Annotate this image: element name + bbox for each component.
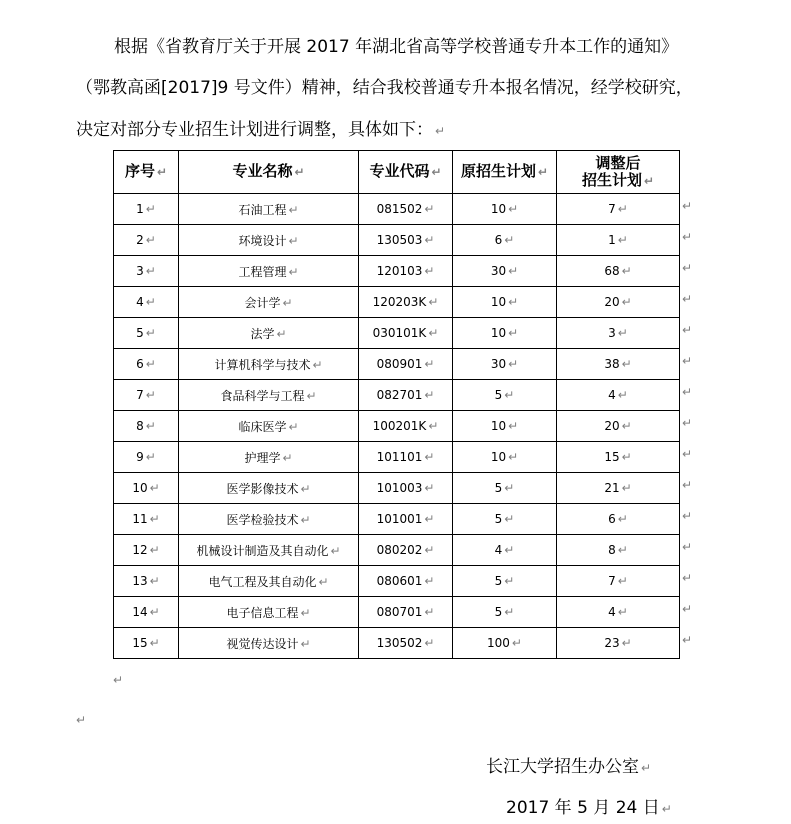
cell-code: 080601 ↵ xyxy=(359,566,453,597)
cell-orig: 10 ↵ xyxy=(453,194,557,225)
cell-name: 法学 ↵ xyxy=(179,318,359,349)
cell-mark-icon: ↵ xyxy=(156,165,168,179)
row-end-mark-icon: ↵ xyxy=(682,447,693,461)
cell-seq: 13 ↵ xyxy=(114,566,179,597)
cell-mark-icon: ↵ xyxy=(424,450,435,464)
cell-mark-icon: ↵ xyxy=(504,574,515,588)
cell-code: 120203K ↵ xyxy=(359,287,453,318)
cell-mark-icon: ↵ xyxy=(149,481,160,495)
cell-mark-icon: ↵ xyxy=(149,574,160,588)
cell-mark-icon: ↵ xyxy=(424,574,435,588)
cell-name: 视觉传达设计 ↵ xyxy=(179,628,359,659)
cell-mark-icon: ↵ xyxy=(508,326,519,340)
cell-mark-icon: ↵ xyxy=(621,481,632,495)
cell-orig: 10 ↵ xyxy=(453,442,557,473)
cell-adj: 38 ↵ xyxy=(557,349,680,380)
header-adjusted: 调整后 招生计划 ↵ xyxy=(557,151,680,194)
row-end-mark-icon: ↵ xyxy=(682,540,693,554)
cell-adj: 8 ↵ xyxy=(557,535,680,566)
signature-office: 长江大学招生办公室 ↵ xyxy=(486,757,652,777)
cell-mark-icon: ↵ xyxy=(424,543,435,557)
cell-mark-icon: ↵ xyxy=(312,357,323,372)
cell-adj: 7 ↵ xyxy=(557,194,680,225)
cell-name: 计算机科学与技术 ↵ xyxy=(179,349,359,380)
cell-name: 环境设计 ↵ xyxy=(179,225,359,256)
cell-mark-icon: ↵ xyxy=(643,173,655,188)
cell-seq: 1 ↵ xyxy=(114,194,179,225)
table-header-row xyxy=(114,151,680,194)
cell-mark-icon: ↵ xyxy=(424,481,435,495)
cell-mark-icon: ↵ xyxy=(508,419,519,433)
cell-mark-icon: ↵ xyxy=(424,512,435,526)
cell-name: 工程管理 ↵ xyxy=(179,256,359,287)
cell-mark-icon: ↵ xyxy=(306,388,317,403)
cell-mark-icon: ↵ xyxy=(504,605,515,619)
table-row xyxy=(114,597,680,628)
cell-adj: 4 ↵ xyxy=(557,380,680,411)
cell-name: 医学影像技术 ↵ xyxy=(179,473,359,504)
cell-mark-icon: ↵ xyxy=(149,512,160,526)
cell-code: 101101 ↵ xyxy=(359,442,453,473)
cell-adj: 3 ↵ xyxy=(557,318,680,349)
table-row xyxy=(114,287,680,318)
table-row xyxy=(114,473,680,504)
row-end-mark-icon: ↵ xyxy=(682,478,693,492)
cell-mark-icon: ↵ xyxy=(621,636,632,650)
cell-mark-icon: ↵ xyxy=(330,543,341,558)
cell-mark-icon: ↵ xyxy=(300,512,311,527)
row-end-mark-icon: ↵ xyxy=(682,199,693,213)
cell-mark-icon: ↵ xyxy=(617,512,628,526)
cell-adj: 1 ↵ xyxy=(557,225,680,256)
cell-code: 082701 ↵ xyxy=(359,380,453,411)
cell-mark-icon: ↵ xyxy=(424,202,435,216)
header-name: 专业名称 ↵ xyxy=(179,151,359,194)
cell-orig: 5 ↵ xyxy=(453,504,557,535)
cell-mark-icon: ↵ xyxy=(504,233,515,247)
cell-seq: 9 ↵ xyxy=(114,442,179,473)
cell-code: 081502 ↵ xyxy=(359,194,453,225)
cell-name: 电气工程及其自动化 ↵ xyxy=(179,566,359,597)
cell-mark-icon: ↵ xyxy=(145,233,156,247)
cell-seq: 8 ↵ xyxy=(114,411,179,442)
enrollment-plan-table xyxy=(113,150,680,659)
cell-mark-icon: ↵ xyxy=(508,202,519,216)
cell-orig: 5 ↵ xyxy=(453,380,557,411)
cell-seq: 11 ↵ xyxy=(114,504,179,535)
cell-adj: 23 ↵ xyxy=(557,628,680,659)
cell-name: 会计学 ↵ xyxy=(179,287,359,318)
row-end-mark-icon: ↵ xyxy=(682,509,693,523)
cell-mark-icon: ↵ xyxy=(294,165,305,179)
table-row xyxy=(114,535,680,566)
cell-mark-icon: ↵ xyxy=(145,388,156,402)
header-orig: 原招生计划 ↵ xyxy=(453,151,557,194)
table-row xyxy=(114,442,680,473)
cell-mark-icon: ↵ xyxy=(145,419,156,433)
cell-mark-icon: ↵ xyxy=(424,388,435,402)
cell-code: 130502 ↵ xyxy=(359,628,453,659)
cell-mark-icon: ↵ xyxy=(428,326,439,340)
cell-orig: 6 ↵ xyxy=(453,225,557,256)
cell-adj: 68 ↵ xyxy=(557,256,680,287)
intro-line-3-text: 决定对部分专业招生计划进行调整，具体如下： xyxy=(76,120,433,140)
cell-mark-icon: ↵ xyxy=(318,574,329,589)
cell-mark-icon: ↵ xyxy=(282,450,293,465)
cell-orig: 30 ↵ xyxy=(453,256,557,287)
table-row xyxy=(114,411,680,442)
cell-orig: 10 ↵ xyxy=(453,287,557,318)
cell-mark-icon: ↵ xyxy=(621,357,632,371)
cell-mark-icon: ↵ xyxy=(617,233,628,247)
cell-name: 护理学 ↵ xyxy=(179,442,359,473)
cell-mark-icon: ↵ xyxy=(145,450,156,464)
table-row xyxy=(114,628,680,659)
cell-mark-icon: ↵ xyxy=(617,605,628,619)
cell-orig: 5 ↵ xyxy=(453,597,557,628)
cell-orig: 10 ↵ xyxy=(453,318,557,349)
table-row xyxy=(114,256,680,287)
cell-mark-icon: ↵ xyxy=(537,165,549,179)
row-end-mark-icon: ↵ xyxy=(682,292,693,306)
cell-mark-icon: ↵ xyxy=(508,357,519,371)
cell-adj: 4 ↵ xyxy=(557,597,680,628)
cell-mark-icon: ↵ xyxy=(288,264,299,279)
cell-mark-icon: ↵ xyxy=(504,512,515,526)
cell-mark-icon: ↵ xyxy=(504,543,515,557)
header-seq: 序号 ↵ xyxy=(114,151,179,194)
cell-seq: 6 ↵ xyxy=(114,349,179,380)
signature-date: 2017 年 5 月 24 日 ↵ xyxy=(506,798,672,818)
cell-mark-icon: ↵ xyxy=(621,295,632,309)
cell-mark-icon: ↵ xyxy=(621,450,632,464)
cell-adj: 21 ↵ xyxy=(557,473,680,504)
cell-code: 120103 ↵ xyxy=(359,256,453,287)
cell-orig: 30 ↵ xyxy=(453,349,557,380)
cell-mark-icon: ↵ xyxy=(431,165,442,179)
cell-mark-icon: ↵ xyxy=(428,419,439,433)
cell-mark-icon: ↵ xyxy=(145,357,156,371)
row-end-mark-icon: ↵ xyxy=(682,230,693,244)
row-end-mark-icon: ↵ xyxy=(682,354,693,368)
paragraph-mark-icon: ↵ xyxy=(76,713,87,727)
row-end-mark-icon: ↵ xyxy=(682,602,693,616)
row-end-mark-icon: ↵ xyxy=(682,571,693,585)
cell-mark-icon: ↵ xyxy=(300,636,311,651)
cell-orig: 5 ↵ xyxy=(453,473,557,504)
intro-line-3 xyxy=(76,121,736,141)
row-end-mark-icon: ↵ xyxy=(682,385,693,399)
cell-mark-icon: ↵ xyxy=(145,202,156,216)
cell-name: 临床医学 ↵ xyxy=(179,411,359,442)
cell-mark-icon: ↵ xyxy=(424,605,435,619)
cell-name: 机械设计制造及其自动化 ↵ xyxy=(179,535,359,566)
cell-name: 电子信息工程 ↵ xyxy=(179,597,359,628)
cell-mark-icon: ↵ xyxy=(508,295,519,309)
row-end-mark-icon: ↵ xyxy=(682,261,693,275)
table-row xyxy=(114,194,680,225)
cell-mark-icon: ↵ xyxy=(617,543,628,557)
cell-code: 080901 ↵ xyxy=(359,349,453,380)
cell-seq: 10 ↵ xyxy=(114,473,179,504)
intro-line-1 xyxy=(114,38,774,57)
cell-mark-icon: ↵ xyxy=(149,636,160,650)
intro-line-2 xyxy=(76,79,736,98)
intro-line-2-text: （鄂教高函[2017]9 号文件）精神，结合我校普通专升本报名情况，经学校研究， xyxy=(76,78,693,98)
cell-mark-icon: ↵ xyxy=(145,295,156,309)
header-code: 专业代码 ↵ xyxy=(359,151,453,194)
cell-mark-icon: ↵ xyxy=(424,636,435,650)
cell-mark-icon: ↵ xyxy=(511,636,522,650)
cell-code: 080701 ↵ xyxy=(359,597,453,628)
paragraph-mark-icon: ↵ xyxy=(435,124,446,138)
cell-mark-icon: ↵ xyxy=(617,202,628,216)
cell-code: 130503 ↵ xyxy=(359,225,453,256)
cell-name: 医学检验技术 ↵ xyxy=(179,504,359,535)
cell-mark-icon: ↵ xyxy=(621,264,632,278)
cell-mark-icon: ↵ xyxy=(149,605,160,619)
cell-mark-icon: ↵ xyxy=(149,543,160,557)
cell-orig: 5 ↵ xyxy=(453,566,557,597)
cell-seq: 15 ↵ xyxy=(114,628,179,659)
table-row xyxy=(114,380,680,411)
cell-mark-icon: ↵ xyxy=(424,357,435,371)
row-end-mark-icon: ↵ xyxy=(682,416,693,430)
cell-mark-icon: ↵ xyxy=(145,264,156,278)
cell-seq: 4 ↵ xyxy=(114,287,179,318)
cell-mark-icon: ↵ xyxy=(288,202,299,217)
cell-seq: 3 ↵ xyxy=(114,256,179,287)
cell-seq: 7 ↵ xyxy=(114,380,179,411)
cell-mark-icon: ↵ xyxy=(508,264,519,278)
cell-mark-icon: ↵ xyxy=(428,295,439,309)
cell-seq: 14 ↵ xyxy=(114,597,179,628)
cell-mark-icon: ↵ xyxy=(504,481,515,495)
cell-mark-icon: ↵ xyxy=(288,419,299,434)
cell-adj: 20 ↵ xyxy=(557,287,680,318)
cell-orig: 100 ↵ xyxy=(453,628,557,659)
cell-mark-icon: ↵ xyxy=(145,326,156,340)
cell-mark-icon: ↵ xyxy=(617,574,628,588)
cell-code: 030101K ↵ xyxy=(359,318,453,349)
cell-mark-icon: ↵ xyxy=(508,450,519,464)
cell-adj: 6 ↵ xyxy=(557,504,680,535)
cell-mark-icon: ↵ xyxy=(617,388,628,402)
cell-mark-icon: ↵ xyxy=(424,233,435,247)
cell-adj: 7 ↵ xyxy=(557,566,680,597)
cell-name: 食品科学与工程 ↵ xyxy=(179,380,359,411)
cell-mark-icon: ↵ xyxy=(300,605,311,620)
cell-code: 101001 ↵ xyxy=(359,504,453,535)
table-row xyxy=(114,349,680,380)
cell-mark-icon: ↵ xyxy=(282,295,293,310)
cell-seq: 2 ↵ xyxy=(114,225,179,256)
cell-orig: 10 ↵ xyxy=(453,411,557,442)
cell-adj: 20 ↵ xyxy=(557,411,680,442)
cell-mark-icon: ↵ xyxy=(288,233,299,248)
table-row xyxy=(114,504,680,535)
cell-code: 100201K ↵ xyxy=(359,411,453,442)
table-row xyxy=(114,225,680,256)
cell-mark-icon: ↵ xyxy=(276,326,287,341)
cell-adj: 15 ↵ xyxy=(557,442,680,473)
cell-orig: 4 ↵ xyxy=(453,535,557,566)
cell-name: 石油工程 ↵ xyxy=(179,194,359,225)
cell-seq: 5 ↵ xyxy=(114,318,179,349)
row-end-mark-icon: ↵ xyxy=(682,323,693,337)
row-end-mark-icon: ↵ xyxy=(682,633,693,647)
table-row xyxy=(114,318,680,349)
cell-mark-icon: ↵ xyxy=(424,264,435,278)
cell-mark-icon: ↵ xyxy=(617,326,628,340)
intro-line-1-text: 根据《省教育厅关于开展 2017 年湖北省高等学校普通专升本工作的通知》 xyxy=(114,37,679,57)
cell-seq: 12 ↵ xyxy=(114,535,179,566)
cell-code: 080202 ↵ xyxy=(359,535,453,566)
paragraph-mark-icon: ↵ xyxy=(113,673,124,687)
cell-code: 101003 ↵ xyxy=(359,473,453,504)
cell-mark-icon: ↵ xyxy=(621,419,632,433)
cell-mark-icon: ↵ xyxy=(504,388,515,402)
table-row xyxy=(114,566,680,597)
cell-mark-icon: ↵ xyxy=(300,481,311,496)
